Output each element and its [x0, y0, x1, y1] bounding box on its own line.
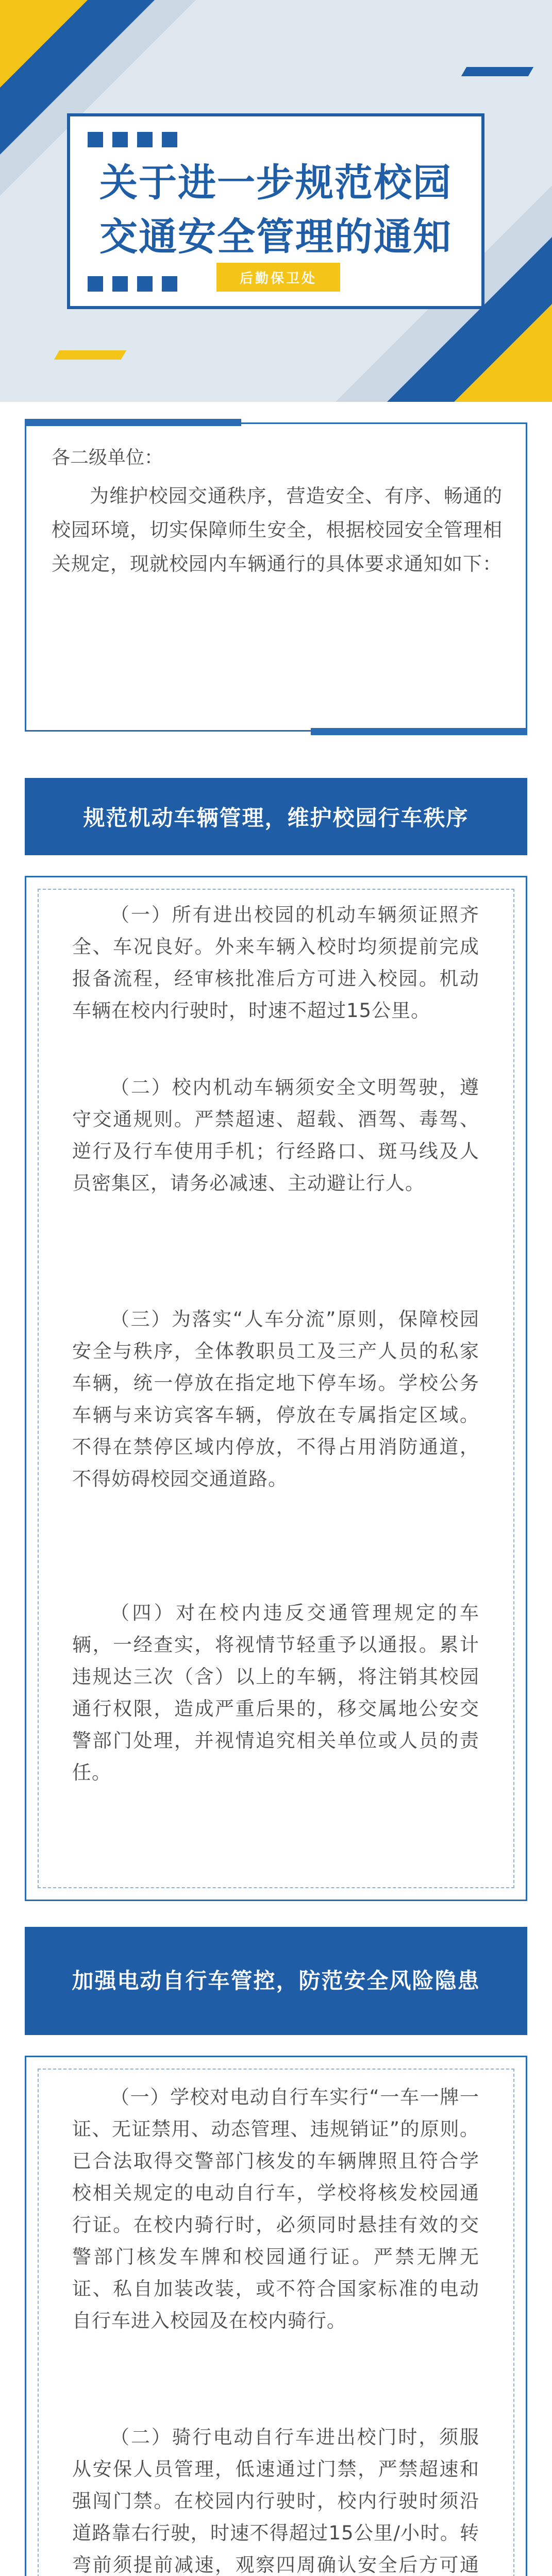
- title-line-1: 关于进一步规范校园: [99, 161, 452, 205]
- section-2-item-2: （二）骑行电动自行车进出校门时，须服从安保人员管理，低速通过门禁，严禁超速和强闯门禁。在校园内行驶时，校内行驶时须沿道路靠右行驶，时速不得超过15公里/小时。转弯前须提前减速，观察四周确认安全后方可通: [72, 2426, 479, 2576]
- section-heading-2: 加强电动自行车管控，防范安全风险隐患: [25, 1927, 527, 2035]
- decor-bar-top: [25, 419, 241, 426]
- section-1-item-2: （二）校内机动车辆须安全文明驾驶，遵守交通规则。严禁超速、超载、酒驾、毒驾、逆行及行车使用手机；行经路口、斑马线及人员密集区，请务必减速、主动避让行人。: [72, 1076, 479, 1194]
- section-heading-1: 规范机动车辆管理，维护校园行车秩序: [25, 778, 527, 855]
- decor-slash: [492, 67, 533, 76]
- issuer-badge: 后勤保卫处: [216, 263, 340, 292]
- addressee: 各二级单位：: [52, 447, 163, 468]
- section-2-item-1: （一）学校对电动自行车实行“一车一牌一证、无证禁用、动态管理、违规销证”的原则。已合法取得交警部门核发的车辆牌照且符合学校相关规定的电动自行车，学校将核发校园通行证。在校内骑行时，必须同时悬挂有效的交警部门核发车牌和校园通行证。严禁无牌无证、私自加装改装，或不符合国家标准的电动自行车进入校园及在校内骑行。: [72, 2086, 479, 2332]
- title-line-2: 交通安全管理的通知: [99, 215, 452, 259]
- decor-squares-bottom: [88, 276, 177, 292]
- header-banner: [0, 0, 552, 402]
- decor-bar-bottom: [311, 728, 527, 735]
- intro-paragraph: 为维护校园交通秩序，营造安全、有序、畅通的校园环境，切实保障师生安全，根据校园安全管理相关规定，现就校园内车辆通行的具体要求通知如下：: [52, 485, 503, 575]
- section-1-item-1: （一）所有进出校园的机动车辆须证照齐全、车况良好。外来车辆入校时均须提前完成报备流程，经审核批准后方可进入校园。机动车辆在校内行驶时，时速不超过15公里。: [72, 904, 479, 1022]
- decor-triangle-bottom-right-yellow: [454, 304, 552, 402]
- section-1-item-3: （三）为落实“人车分流”原则，保障校园安全与秩序，全体教职员工及三产人员的私家车辆，统一停放在指定地下停车场。学校公务车辆与来访宾客车辆，停放在专属指定区域。不得在禁停区域内停放，不得占用消防通道，不得妨碍校园交通道路。: [72, 1308, 479, 1490]
- decor-triangle-top-left-yellow: [0, 0, 88, 88]
- decor-squares-top: [88, 132, 177, 147]
- decor-slash: [85, 350, 126, 360]
- section-1-item-4: （四）对在校内违反交通管理规定的车辆，一经查实，将视情节轻重予以通报。累计违规达三次（含）以上的车辆，将注销其校园通行权限，造成严重后果的，移交属地公安交警部门处理，并视情追究相关单位或人员的责任。: [72, 1602, 479, 1784]
